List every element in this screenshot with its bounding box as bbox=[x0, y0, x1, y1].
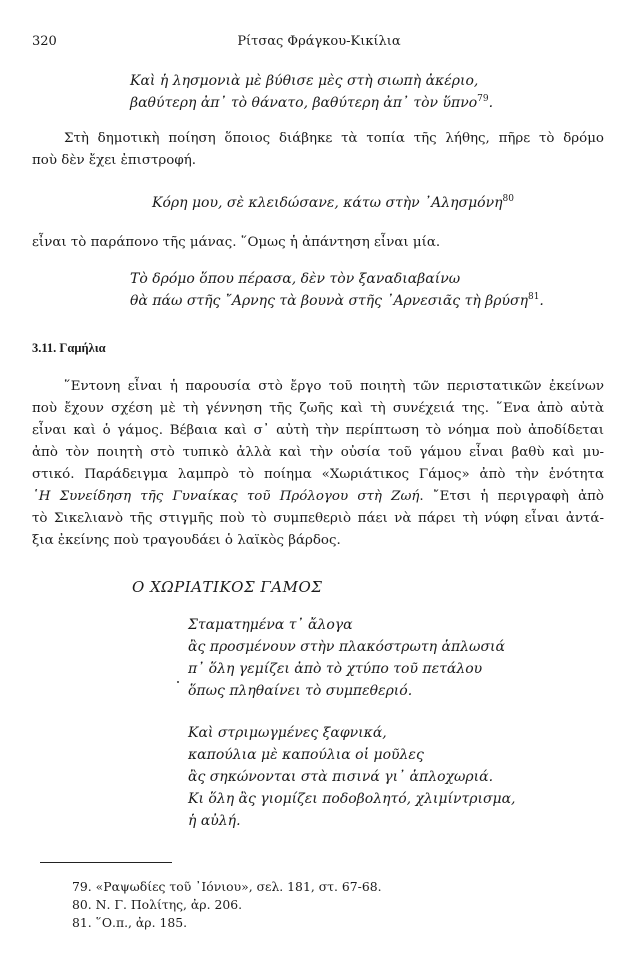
footnotes bbox=[72, 878, 382, 932]
page-number: 320 bbox=[32, 34, 57, 49]
footnote-divider bbox=[40, 862, 172, 863]
footnote-text: Ν. Γ. Πολίτης, ἀρ. 206. bbox=[95, 897, 243, 912]
poem-line: Κι ὅλη ἂς γιομίζει ποδοβολητό, χλιμίντρισμα, bbox=[188, 791, 516, 807]
poem-line: Καὶ στριμωγμένες ξαφνικά, bbox=[188, 725, 387, 741]
footnote-ref-81[interactable]: 81 bbox=[527, 292, 540, 302]
footnote-ref-79[interactable]: 79 bbox=[477, 94, 489, 104]
paragraph-1 bbox=[32, 128, 604, 172]
text-line: ξια ἐκείνης ποὺ τραγουδάει ὁ λαϊκὸς βάρδος. bbox=[32, 533, 341, 548]
footnote-79 bbox=[72, 878, 382, 896]
text-line: εἶναι καὶ ὁ γάμος. Βέβαια καὶ σ᾽ αὐτὴ τὴν περίπτωση τὸ νόημα ποὺ ἀποδίδεται bbox=[32, 423, 604, 438]
verse-line-text: Κόρη μου, σὲ κλειδώσανε, κάτω στὴν ᾽Αλησμόνη bbox=[152, 195, 503, 211]
poem-line: ἂς σηκώνονται στὰ πισινά γι᾽ ἁπλοχωριά. bbox=[188, 769, 494, 785]
text-line: ἀπὸ τὸν ποιητὴ στὸ τυπικὸ ἀλλὰ καὶ τὴν οὐσία τοῦ γάμου εἶναι βαθὺ καὶ μυ- bbox=[32, 445, 604, 460]
paragraph-2: εἶναι τὸ παράπονο τῆς μάνας. ῞Ομως ἡ ἀπάντηση εἶναι μία. bbox=[32, 235, 441, 250]
footnote-number: 80. bbox=[72, 897, 92, 912]
poem-line: π᾽ ὅλη γεμίζει ἀπὸ τὸ χτύπο τοῦ πετάλου bbox=[188, 661, 483, 677]
text-line: ποὺ ἔχουν σχέση μὲ τὴ γέννηση τῆς ζωῆς καὶ τὴ συνέχειά της. ῞Ενα ἀπὸ αὐτὰ bbox=[32, 401, 604, 416]
text-line: ποὺ δὲν ἔχει ἐπιστροφή. bbox=[32, 153, 197, 168]
footnote-81 bbox=[72, 914, 382, 932]
footnote-text: ῞Ο.π., ἀρ. 185. bbox=[95, 915, 188, 930]
verse-line-text: θὰ πάω στῆς ῎Αρνης τὰ βουνὰ στῆς ᾽Αρνεσιᾶς τὴ βρύση bbox=[130, 293, 528, 309]
verse-line: Καὶ ἡ λησμονιὰ μὲ βύθισε μὲς στὴ σιωπὴ ἀκέριο, bbox=[130, 73, 479, 89]
verse-line: Τὸ δρόμο ὅπου πέρασα, δὲν τὸν ξαναδιαβαίνω bbox=[130, 271, 461, 287]
poem-line: ἂς προσμένουν στὴν πλακόστρωτη ἁπλωσιά bbox=[188, 639, 505, 655]
footnote-text: «Ραψωδίες τοῦ ᾽Ιόνιου», σελ. 181, στ. 67-68. bbox=[95, 879, 382, 894]
section-heading: 3.11. Γαμήλια bbox=[32, 341, 106, 355]
text-line bbox=[32, 486, 604, 508]
verse-block-1 bbox=[130, 70, 493, 114]
verse-block-3 bbox=[130, 268, 544, 312]
text-line: ῞Εντονη εἶναι ἡ παρουσία στὸ ἔργο τοῦ ποιητὴ τῶν περιστατικῶν ἐκείνων bbox=[64, 379, 604, 394]
verse-line bbox=[130, 290, 544, 312]
running-title: Ρίτσας Φράγκου-Κικίλια bbox=[237, 34, 401, 49]
poem-line: καπούλια μὲ καπούλια οἱ μοῦλες bbox=[188, 747, 424, 763]
footnote-80 bbox=[72, 896, 382, 914]
footnote-number: 81. bbox=[72, 915, 92, 930]
poem-line: ἡ αὐλή. bbox=[188, 813, 241, 829]
punctuation: . bbox=[539, 293, 544, 309]
text-line: στικό. Παράδειγμα λαμπρὸ τὸ ποίημα «Χωριάτικος Γάμος» ἀπὸ τὴν ἑνότητα bbox=[32, 467, 604, 482]
verse-line-text: βαθύτερη ἀπ᾽ τὸ θάνατο, βαθύτερη ἀπ᾽ τὸν ὕπνο bbox=[130, 95, 478, 111]
paragraph-3 bbox=[32, 376, 604, 552]
poem-title: Ο ΧΩΡΙΑΤΙΚΟΣ ΓΑΜΟΣ bbox=[132, 578, 323, 596]
verse-block-2 bbox=[152, 192, 514, 214]
text-line: τὸ Σικελιανὸ τῆς στιγμῆς ποὺ τὸ συμπεθεριὸ πάει νὰ πάρει τὴ νύφη εἶναι ἀντά- bbox=[32, 511, 604, 526]
poem-line: ὅπως πληθαίνει τὸ συμπεθεριό. bbox=[188, 683, 413, 699]
text-span: . ῎Ετσι ἡ περιγραφὴ ἀπὸ bbox=[419, 489, 604, 504]
text-line: Στὴ δημοτικὴ ποίηση ὅποιος διάβηκε τὰ τοπία τῆς λήθης, πῆρε τὸ δρόμο bbox=[64, 131, 604, 146]
footnote-number: 79. bbox=[72, 879, 92, 894]
poem-stanza-1 bbox=[188, 614, 505, 702]
poem-stanza-2 bbox=[188, 722, 516, 832]
footnote-ref-80[interactable]: 80 bbox=[502, 194, 514, 204]
verse-line bbox=[130, 92, 493, 114]
work-title-italic: ῾Η Συνείδηση τῆς Γυναίκας τοῦ Πρόλογου στὴ Ζωή bbox=[32, 489, 420, 504]
scan-speck bbox=[177, 681, 179, 683]
punctuation: . bbox=[488, 95, 494, 111]
poem-line: Σταματημένα τ᾽ ἄλογα bbox=[188, 617, 353, 633]
